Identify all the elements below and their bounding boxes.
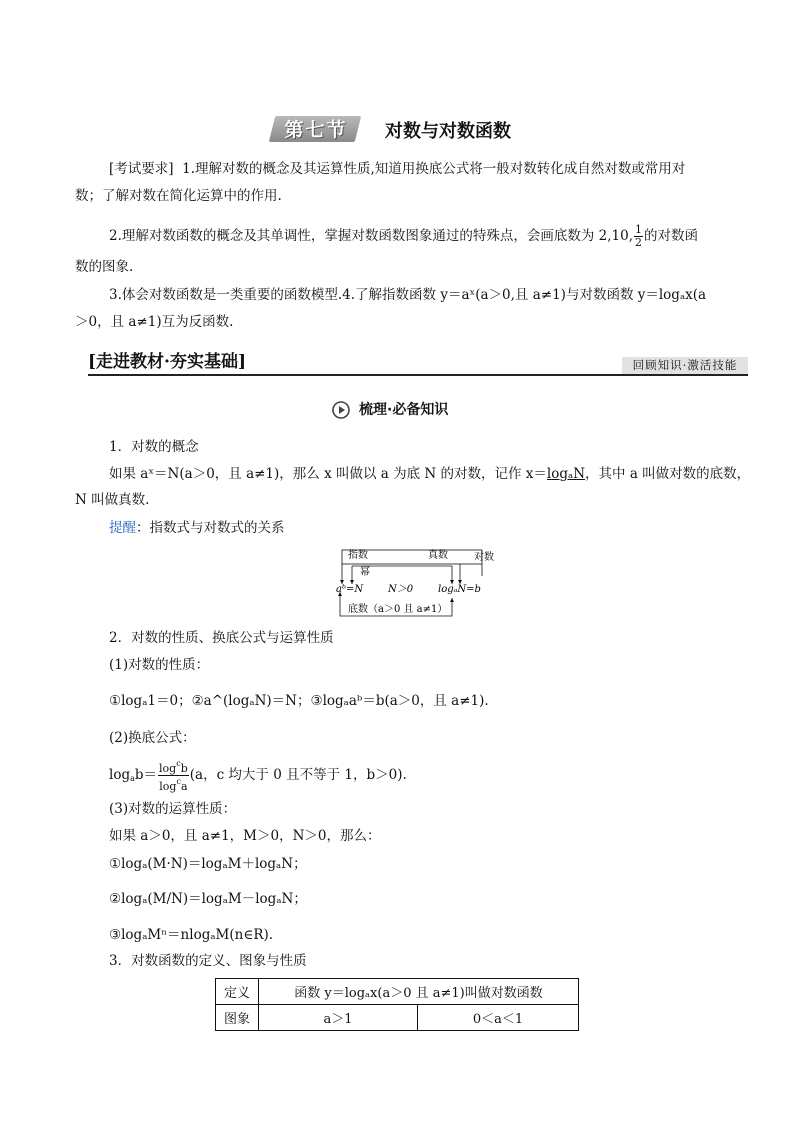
s1-text-b: ，其中 a 叫做对数的底数， [585, 466, 751, 482]
banner-divider [88, 374, 748, 376]
play-circle-icon [332, 401, 350, 419]
change-of-base-formula: $\log_ab=$ $\frac{\log^cb}{\log^ca}$ (a，c 均大于 0 且不等于 1，b＞0). [109, 759, 407, 793]
section-number: 第七节 [284, 119, 348, 141]
label-base: 底数（a＞0 且 a≠1） [348, 604, 448, 615]
log-product-rule: ①logₐ(M·N)＝logₐM＋logₐN； [109, 856, 307, 872]
requirement-3-cont: ＞0，且 a≠1)互为反函数. [75, 314, 234, 330]
label-antilog: 真数 [428, 550, 448, 561]
s2-p1-formulas: ①logₐ1＝0；②a^(logₐN)＝N；③logₐaᵇ＝b(a＞0，且 a≠1). [109, 693, 489, 709]
reminder-text: ：指数式与对数式的关系 [136, 520, 285, 536]
requirements-tag: [考试要求] [109, 161, 174, 177]
requirement-1: 1.理解对数的概念及其运算性质,知道用换底公式将一般对数转化成自然对数或常用对 [182, 161, 686, 177]
s1-reminder [109, 519, 285, 537]
expr-logarithm: logₐN=b [438, 584, 481, 595]
fraction-half [634, 224, 643, 249]
requirement-2-cont: 数的图象. [75, 259, 134, 275]
change-of-base-condition: (a，c 均大于 0 且不等于 1，b＞0). [189, 767, 407, 783]
table-cell-a-lt-1: 0＜a＜1 [418, 1005, 579, 1031]
section-banner-title: [走进教材·夯实基础] [88, 352, 247, 372]
table-cell-a-gt-1: a＞1 [259, 1005, 418, 1031]
s2-p3-title: (3)对数的运算性质： [109, 801, 237, 817]
log-quotient-rule: ②logₐ(M/N)＝logₐM－logₐN； [109, 891, 307, 907]
s2-title: 2．对数的性质、换底公式与运算性质 [109, 630, 334, 646]
section-title: 对数与对数函数 [385, 121, 511, 142]
s2-p2-title: (2)换底公式： [109, 730, 196, 746]
s3-title: 3．对数函数的定义、图象与性质 [109, 953, 307, 969]
subheading: 梳理·必备知识 [359, 402, 449, 418]
expr-positive: N＞0 [388, 584, 414, 595]
fraction-denominator: 2 [635, 236, 643, 249]
label-power: 幂 [360, 567, 370, 578]
table-row [216, 1005, 579, 1031]
requirement-2 [109, 224, 698, 249]
label-exponent: 指数 [348, 550, 368, 561]
requirements-line-1 [109, 160, 685, 178]
s1-definition-cont: N 叫做真数. [75, 492, 150, 508]
log-power-rule: ③logₐMⁿ＝nlogₐM(n∈R). [109, 927, 274, 943]
s2-p3-condition: 如果 a＞0，且 a≠1，M＞0，N＞0，那么： [109, 828, 381, 844]
table-row [216, 979, 579, 1005]
s2-p1-title: (1)对数的性质： [109, 657, 210, 673]
banner-tag: 回顾知识·激活技能 [622, 357, 748, 374]
s1-answer: logₐN [546, 466, 586, 482]
table-cell-definition-label: 定义 [216, 979, 259, 1005]
requirement-2-tail: 的对数函 [644, 228, 699, 244]
requirement-1-cont: 数；了解对数在简化运算中的作用. [75, 188, 282, 204]
change-of-base-fraction: $\frac{\log^cb}{\log^ca}$ [159, 759, 188, 793]
exp-log-diagram [336, 546, 496, 620]
table-cell-graph-label: 图象 [216, 1005, 259, 1031]
s1-definition [109, 465, 750, 483]
reminder-label: 提醒 [109, 520, 136, 536]
requirement-3: 3.体会对数函数是一类重要的函数模型.4.了解指数函数 y＝aˣ(a＞0,且 a≠1)与对数函数 y＝logₐx(a [109, 287, 707, 303]
label-logarithm: 对数 [474, 552, 494, 563]
requirement-2-text: 2.理解对数函数的概念及其单调性，掌握对数函数图象通过的特殊点，会画底数为 2,10, [109, 228, 634, 244]
fraction-numerator: 1 [635, 223, 643, 236]
s1-title: 1．对数的概念 [109, 439, 199, 455]
log-function-table [215, 978, 579, 1031]
table-cell-definition: 函数 y＝logₐx(a＞0 且 a≠1)叫做对数函数 [259, 979, 579, 1005]
expr-exponential: aᵇ=N [336, 584, 364, 595]
s1-text-a: 如果 aˣ＝N(a＞0，且 a≠1)，那么 x 叫做以 a 为底 N 的对数，记作 x＝ [109, 466, 547, 482]
